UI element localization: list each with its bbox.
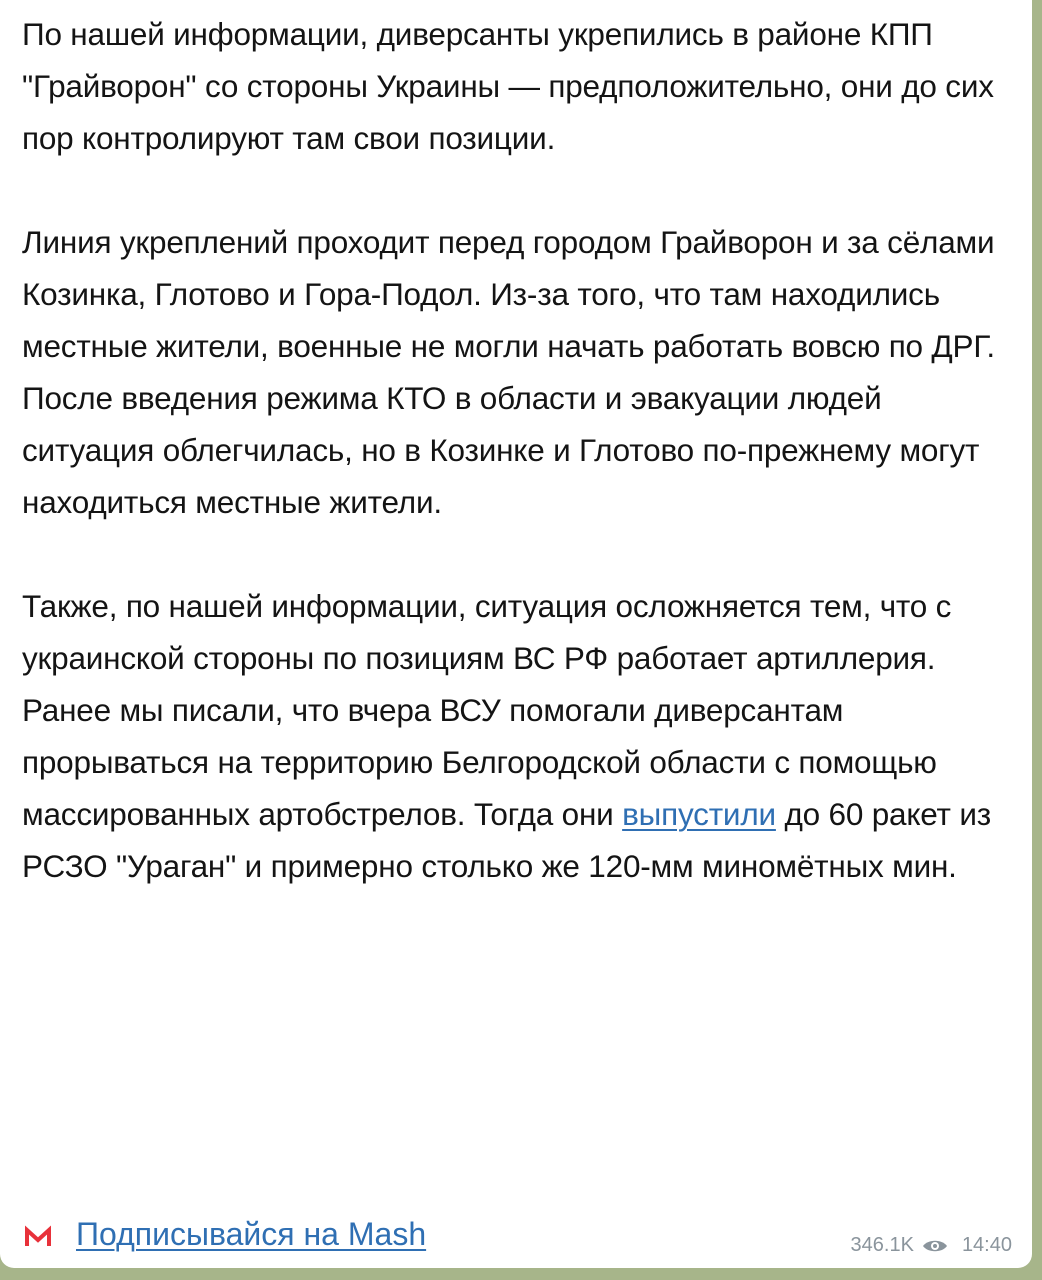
message-meta bbox=[851, 1234, 1012, 1257]
message-paragraph: Линия укреплений проходит перед городом Грайворон и за сёлами Козинка, Глотово и Гора-Подол. Из-за того, что там находились местные жители, военные не могли начать работать вовсю по ДРГ. После введения режима КТО в области и эвакуации людей ситуация облегчилась, но в Козинке и Глотово по-прежнему могут находиться местные жители. bbox=[22, 224, 995, 520]
message-paragraph: По нашей информации, диверсанты укрепились в районе КПП "Грайворон" со стороны Украины — предположительно, они до сих пор контролируют там свои позиции. bbox=[22, 16, 994, 156]
message-time: 14:40 bbox=[961, 1234, 1012, 1256]
message-footer bbox=[24, 1208, 1018, 1258]
inline-link[interactable]: выпустили bbox=[622, 796, 776, 832]
message-text bbox=[22, 8, 1012, 892]
paragraph-text: до 60 ракет из РСЗО "Ураган" и примерно столько же 120-мм миномётных мин. bbox=[22, 796, 991, 884]
mash-logo-icon bbox=[24, 1225, 52, 1249]
subscribe-row bbox=[24, 1216, 426, 1253]
message-paragraph bbox=[22, 580, 1012, 892]
paragraph-text: Также, по нашей информации, ситуация осложняется тем, что с украинской стороны по позициям ВС РФ работает артиллерия. Ранее мы писали, что вчера ВСУ помогали диверсантам прорываться на территорию Белгородской области с помощью массированных артобстрелов. Тогда они bbox=[22, 588, 952, 832]
view-count: 346.1K bbox=[850, 1234, 914, 1256]
eye-icon bbox=[922, 1238, 948, 1254]
subscribe-link[interactable]: Подписывайся на Mash bbox=[76, 1216, 427, 1252]
